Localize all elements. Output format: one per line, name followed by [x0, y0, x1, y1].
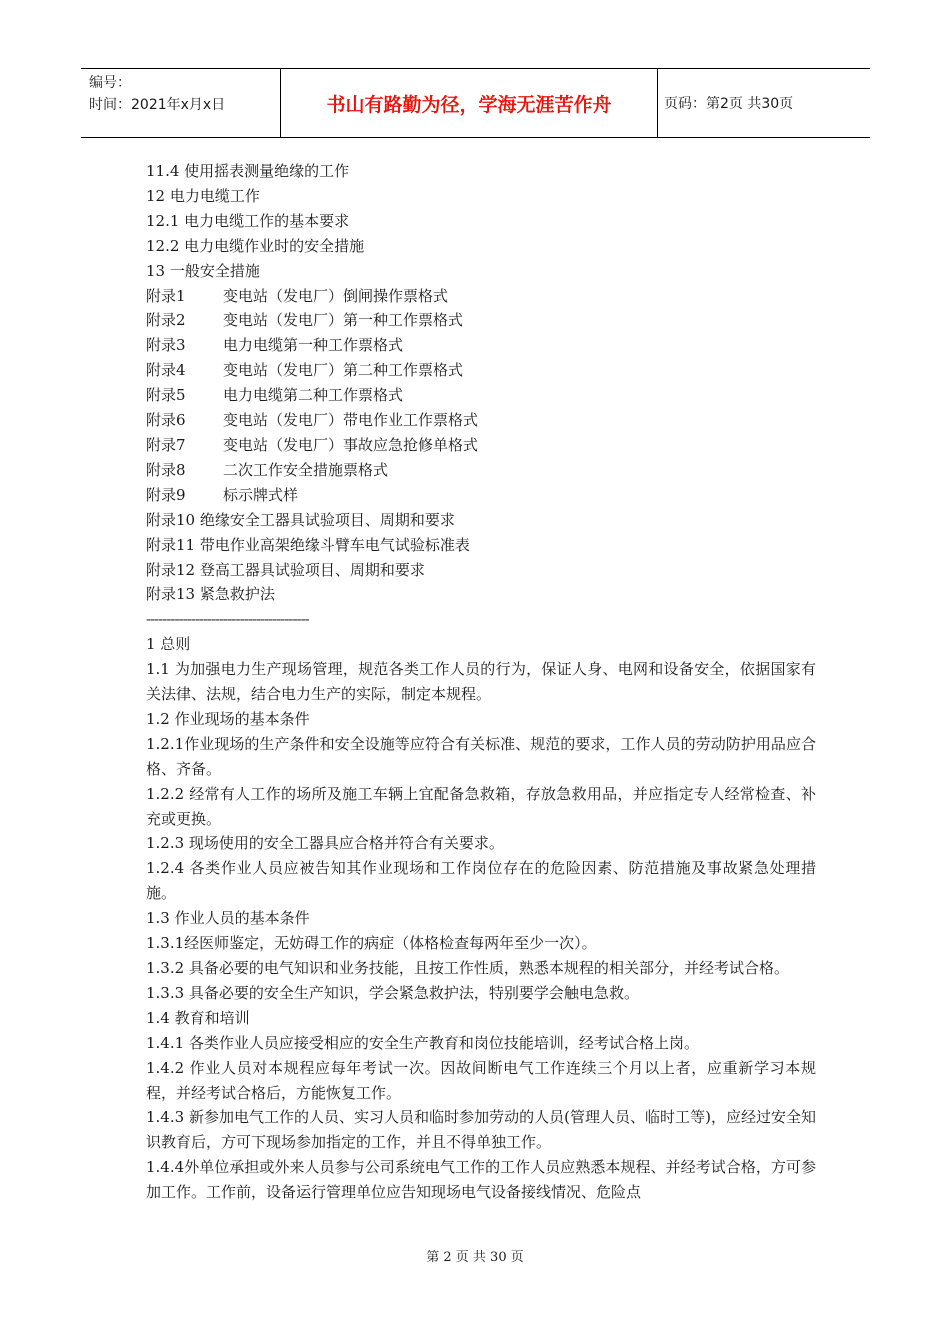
section-heading: 1 总则	[146, 635, 191, 654]
paragraph: 1.1 为加强电力生产现场管理，规范各类工作人员的行为，保证人身、电网和设备安全，依据国家有关法律、法规，结合电力生产的实际，制定本规程。	[146, 660, 816, 704]
page-footer: 第 2 页 共 30 页	[426, 1250, 524, 1265]
appendix-line	[146, 308, 816, 333]
paragraph: 1.2.4 各类作业人员应被告知其作业现场和工作岗位存在的危险因素、防范措施及事故紧急处理措施。	[146, 859, 816, 903]
appendix-title: 变电站（发电厂）第二种工作票格式	[223, 361, 464, 380]
header-page-info: 页码：第2页 共30页	[664, 96, 794, 112]
document-date: 时间：2021年x月x日	[89, 97, 226, 113]
appendix-line	[146, 458, 816, 483]
document-body	[146, 159, 816, 1205]
appendix-line: 附录10 绝缘安全工器具试验项目、周期和要求	[146, 510, 455, 529]
paragraph: 1.4.1 各类作业人员应接受相应的安全生产教育和岗位技能培训，经考试合格上岗。	[146, 1033, 699, 1052]
appendix-key: 附录9	[146, 485, 186, 504]
paragraph: 1.4.3 新参加电气工作的人员、实习人员和临时参加劳动的人员(管理人员、临时工等)，应经过安全知识教育后，方可下现场参加指定的工作，并且不得单独工作。	[146, 1108, 816, 1152]
toc-line: 13 一般安全措施	[146, 261, 260, 280]
appendix-line: 附录11 带电作业高架绝缘斗臂车电气试验标准表	[146, 535, 470, 554]
appendix-line	[146, 408, 816, 433]
toc-line: 12.1 电力电缆工作的基本要求	[146, 211, 350, 230]
appendix-line	[146, 433, 816, 458]
appendix-line	[146, 383, 816, 408]
paragraph: 1.3.3 具备必要的安全生产知识，学会紧急救护法，特别要学会触电急救。	[146, 983, 639, 1002]
toc-line: 12 电力电缆工作	[146, 186, 260, 205]
toc-line: 12.2 电力电缆作业时的安全措施	[146, 236, 365, 255]
appendix-key: 附录1	[146, 286, 186, 305]
paragraph: 1.4.4外单位承担或外来人员参与公司系统电气工作的工作人员应熟悉本规程、并经考试合格，方可参加工作。工作前，设备运行管理单位应告知现场电气设备接线情况、危险点	[146, 1158, 816, 1202]
appendix-key: 附录2	[146, 311, 186, 330]
appendix-title: 电力电缆第二种工作票格式	[223, 386, 404, 405]
appendix-line	[146, 333, 816, 358]
appendix-key: 附录8	[146, 460, 186, 479]
appendix-line	[146, 284, 816, 309]
paragraph: 1.2.3 现场使用的安全工器具应合格并符合有关要求。	[146, 834, 504, 853]
appendix-line	[146, 358, 816, 383]
appendix-title: 变电站（发电厂）倒闸操作票格式	[223, 286, 449, 305]
appendix-title: 标示牌式样	[223, 485, 299, 504]
paragraph: 1.3.1经医师鉴定，无妨碍工作的病症（体格检查每两年至少一次）。	[146, 934, 597, 953]
header-motto: 书山有路勤为径，学海无涯苦作舟	[280, 69, 658, 137]
appendix-key: 附录3	[146, 336, 186, 355]
appendix-key: 附录6	[146, 411, 186, 430]
appendix-key: 附录4	[146, 361, 186, 380]
appendix-line: 附录12 登高工器具试验项目、周期和要求	[146, 560, 425, 579]
appendix-title: 变电站（发电厂）事故应急抢修单格式	[223, 435, 479, 454]
section-separator: ----------------------------------------	[146, 610, 309, 629]
appendix-title: 变电站（发电厂）第一种工作票格式	[223, 311, 464, 330]
section-heading: 1.2 作业现场的基本条件	[146, 709, 310, 728]
header-meta	[81, 69, 280, 137]
paragraph: 1.2.1作业现场的生产条件和安全设施等应符合有关标准、规范的要求，工作人员的劳动防护用品应合格、齐备。	[146, 734, 816, 778]
paragraph: 1.2.2 经常有人工作的场所及施工车辆上宜配备急救箱，存放急救用品，并应指定专人经常检查、补充或更换。	[146, 784, 816, 828]
appendix-line: 附录13 紧急救护法	[146, 585, 275, 604]
paragraph: 1.4.2 作业人员对本规程应每年考试一次。因故间断电气工作连续三个月以上者，应重新学习本规程，并经考试合格后，方能恢复工作。	[146, 1058, 816, 1102]
appendix-title: 二次工作安全措施票格式	[223, 460, 389, 479]
toc-line: 11.4 使用摇表测量绝缘的工作	[146, 162, 350, 180]
document-number-label: 编号：	[89, 75, 131, 91]
appendix-title: 变电站（发电厂）带电作业工作票格式	[223, 411, 479, 430]
appendix-title: 电力电缆第一种工作票格式	[223, 336, 404, 355]
appendix-line	[146, 483, 816, 508]
page-header	[81, 68, 870, 138]
paragraph: 1.3.2 具备必要的电气知识和业务技能，且按工作性质，熟悉本规程的相关部分，并经考试合格。	[146, 959, 789, 977]
section-heading: 1.3 作业人员的基本条件	[146, 909, 310, 928]
appendix-key: 附录5	[146, 386, 186, 405]
appendix-key: 附录7	[146, 435, 186, 454]
section-heading: 1.4 教育和培训	[146, 1008, 250, 1027]
